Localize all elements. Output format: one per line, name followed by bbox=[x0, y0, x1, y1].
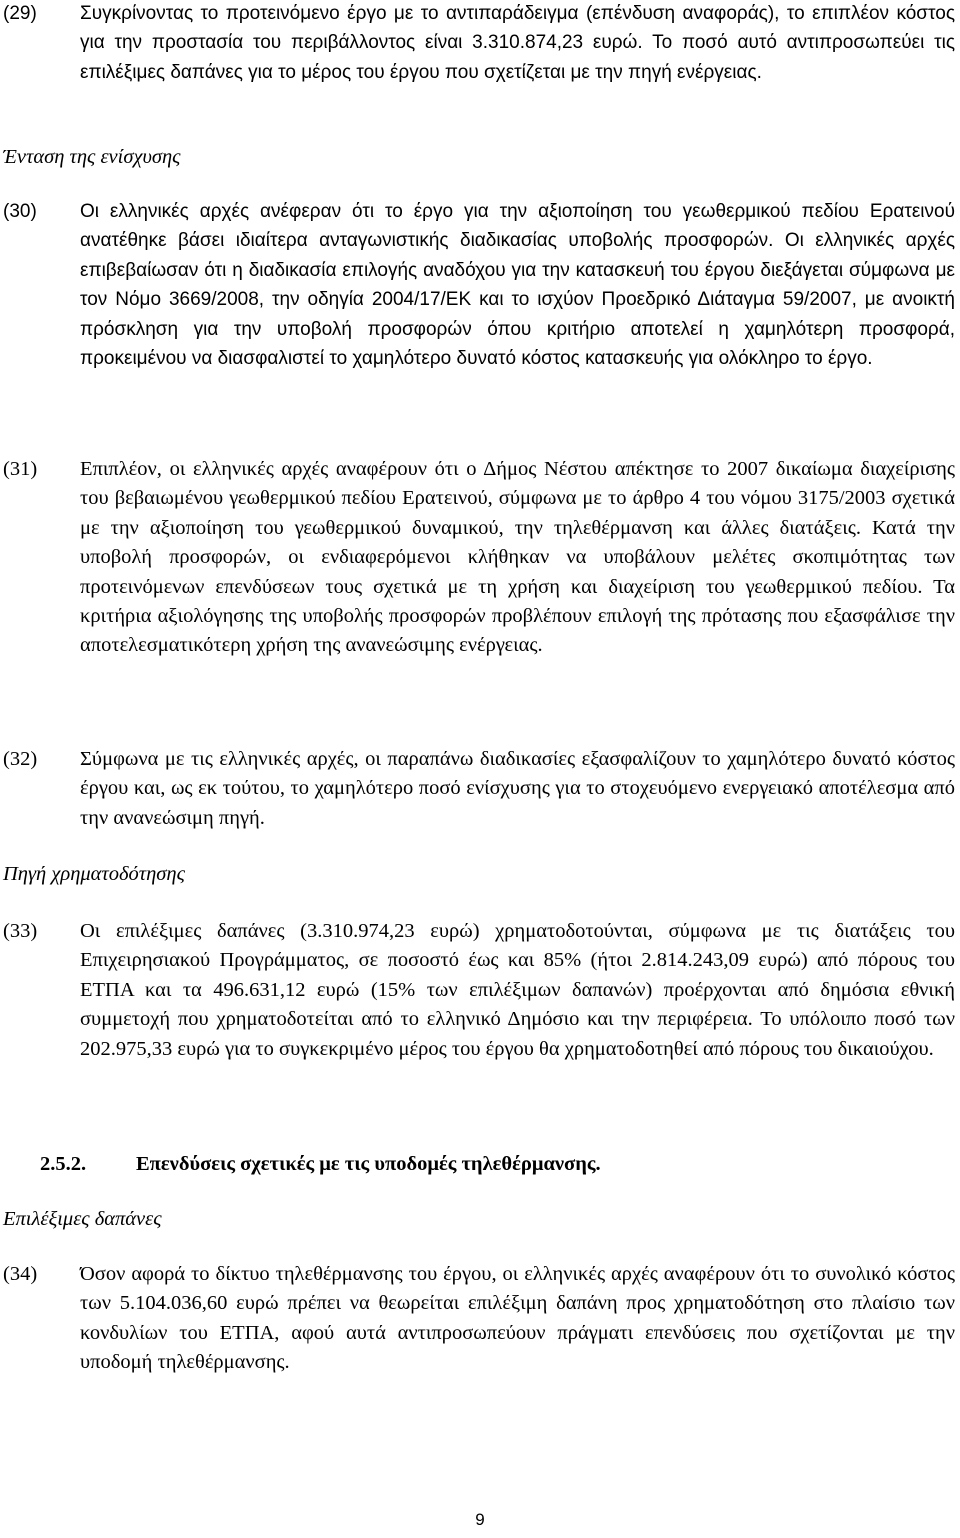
paragraph-30 bbox=[0, 197, 960, 373]
paragraph-number: (31) bbox=[3, 458, 38, 480]
paragraph-32 bbox=[0, 745, 960, 833]
paragraph-text: Σύμφωνα με τις ελληνικές αρχές, οι παραπάνω διαδικασίες εξασφαλίζουν το χαμηλότερο δυνατό κόστος έργου και, ως εκ τούτου, το χαμηλότερο ποσό ενίσχυσης για το στοχευόμενο ενεργειακό αποτέλεσμα από την ανανεώσιμη πηγή. bbox=[80, 748, 955, 829]
paragraph-33 bbox=[0, 917, 960, 1064]
section-number: 2.5.2. bbox=[40, 1153, 87, 1175]
paragraph-number: (34) bbox=[3, 1263, 38, 1285]
paragraph-text: Οι επιλέξιμες δαπάνες (3.310.974,23 ευρώ) χρηματοδοτούνται, σύμφωνα με τις διατάξεις του Επιχειρησιακού Προγράμματος, σε ποσοστό έως και 85% (ήτοι 2.814.243,09 ευρώ) από πόρους του ΕΤΠΑ και τα 496.631,12 ευρώ (15% των επιλέξιμων δαπανών) προέρχονται από δημόσια εθνική συμμετοχή που χρηματοδοτείται από το ελληνικό Δημόσιο και την περιφέρεια. Το υπόλοιπο ποσό των 202.975,33 ευρώ για το συγκεκριμένο μέρος του έργου θα χρηματοδοτηθεί από πόρους του δικαιούχου. bbox=[80, 920, 955, 1060]
heading-eligible-costs: Επιλέξιμες δαπάνες bbox=[3, 1208, 162, 1230]
paragraph-29 bbox=[0, 0, 960, 87]
paragraph-31 bbox=[0, 455, 960, 661]
page-number: 9 bbox=[475, 1510, 485, 1529]
paragraph-text: Επιπλέον, οι ελληνικές αρχές αναφέρουν ότι ο Δήμος Νέστου απέκτησε το 2007 δικαίωμα διαχείρισης του βεβαιωμένου γεωθερμικού πεδίου Ερατεινού, σύμφωνα με το άρθρο 4 του νόμου 3175/2003 σχετικά με την αξιοποίηση του γεωθερμικού δυναμικού, την τηλεθέρμανση και άλλες διατάξεις. Κατά την υποβολή προσφορών, οι ενδιαφερόμενοι κλήθηκαν να υποβάλουν μελέτες σκοπιμότητας των προτεινόμενων επενδύσεων τους σχετικά με τη χρήση και διαχείριση του γεωθερμικού πεδίου. Τα κριτήρια αξιολόγησης της υποβολής προσφορών προβλέπουν επιλογή της πρότασης που εξασφάλισε την αποτελεσματικότερη χρήση της ανανεώσιμης ενέργειας. bbox=[80, 458, 955, 657]
heading-funding-source: Πηγή χρηματοδότησης bbox=[3, 863, 185, 885]
section-title: Επενδύσεις σχετικές με τις υποδομές τηλεθέρμανσης. bbox=[136, 1153, 601, 1175]
paragraph-number: (33) bbox=[3, 920, 38, 942]
heading-aid-intensity: Ένταση της ενίσχυσης bbox=[3, 146, 181, 168]
paragraph-34 bbox=[0, 1260, 960, 1378]
paragraph-number: (30) bbox=[3, 201, 37, 222]
paragraph-number: (29) bbox=[3, 3, 37, 24]
section-heading bbox=[40, 1150, 601, 1179]
paragraph-text: Συγκρίνοντας το προτεινόμενο έργο με το αντιπαράδειγμα (επένδυση αναφοράς), το επιπλέον κόστος για την προστασία του περιβάλλοντος είναι 3.310.874,23 ευρώ. Το ποσό αυτό αντιπροσωπεύει τις επιλέξιμες δαπάνες για το μέρος του έργου που σχετίζεται με την πηγή ενέργειας. bbox=[80, 3, 955, 83]
paragraph-number: (32) bbox=[3, 748, 38, 770]
paragraph-text: Όσον αφορά το δίκτυο τηλεθέρμανσης του έργου, οι ελληνικές αρχές αναφέρουν ότι το συνολικό κόστος των 5.104.036,60 ευρώ πρέπει να θεωρείται επιλέξιμη δαπάνη προς χρηματοδότηση στο πλαίσιο των κονδυλίων του ΕΤΠΑ, αφού αυτά αντιπροσωπεύουν πράγματι επενδύσεις που σχετίζονται με την υποδομή τηλεθέρμανσης. bbox=[80, 1263, 955, 1374]
paragraph-text: Οι ελληνικές αρχές ανέφεραν ότι το έργο για την αξιοποίηση του γεωθερμικού πεδίου Ερατεινού ανατέθηκε βάσει ιδιαίτερα ανταγωνιστικής διαδικασίας υποβολής προσφορών. Οι ελληνικές αρχές επιβεβαίωσαν ότι η διαδικασία επιλογής αναδόχου για την κατασκευή του έργου διεξάγεται σύμφωνα με τον Νόμο 3669/2008, την οδηγία 2004/17/ΕΚ και το ισχύον Προεδρικό Διάταγμα 59/2007, με ανοικτή πρόσκληση για την υποβολή προσφορών όπου κριτήριο αποτελεί η χαμηλότερη προσφορά, προκειμένου να διασφαλιστεί το χαμηλότερο δυνατό κόστος κατασκευής για ολόκληρο το έργο. bbox=[80, 201, 955, 370]
